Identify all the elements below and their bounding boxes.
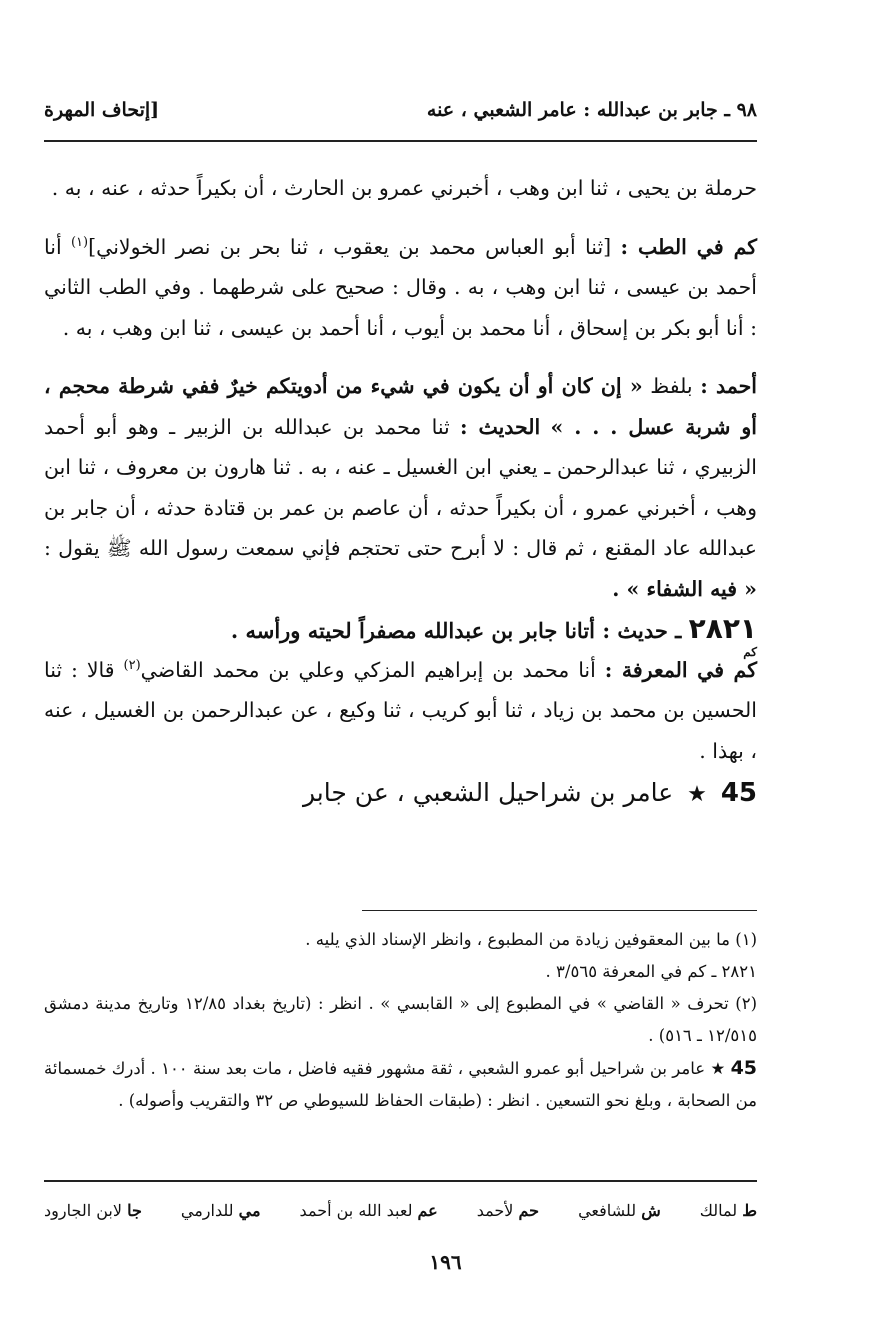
paragraph-4-text: أنا محمد بن إبراهيم المزكي وعلي بن محمد القاضي — [140, 657, 596, 682]
biography-number: 45 — [720, 778, 757, 808]
hadith-title: ـ حديث : أتانا جابر بن عبدالله مصفراً لحيته ورأسه . — [230, 618, 682, 643]
star-icon: ★ — [710, 1059, 726, 1078]
paragraph-2-lead: كم في الطب : — [620, 234, 757, 259]
biography-heading — [44, 771, 757, 817]
paragraph-3-mid: بلفظ — [650, 374, 693, 398]
page-number: ١٩٦ — [429, 1250, 462, 1274]
paragraph-3-lead: أحمد : — [700, 374, 757, 398]
footnote-3 — [44, 1052, 757, 1117]
paragraph-4-lead: كم في المعرفة : — [604, 657, 757, 682]
footnote-ref-1: (١) — [70, 234, 89, 250]
footnote-1b: ٢٨٢١ ـ كم في المعرفة ٣/٥٦٥ . — [545, 962, 757, 981]
paragraph-1-text: حرملة بن يحيى ، ثنا ابن وهب ، أخبرني عمرو بن الحارث ، أن بكيراً حدثه ، عنه ، به . — [51, 176, 757, 200]
abbreviation-name: لابن الجارود — [44, 1201, 122, 1220]
header-divider — [44, 140, 757, 142]
footnotes — [44, 924, 757, 1117]
paragraph-3-rest: ثنا محمد بن عبدالله بن الزبير ـ وهو أبو أحمد الزبيري ، ثنا عبدالرحمن ـ يعني ابن الغسيل ـ عنه ، به . ثنا هارون بن معروف ، ثنا ابن وهب ، أخبرني عمرو ، أن بكيراً حدثه ، أن عاصم بن عمر بن قتادة حدثه ، أن جابر بن عبدالله عاد المقنع ، ثم قال : لا أبرح حتى تحتجم فإني سمعت رسول الله ﷺ يقول : — [44, 414, 757, 560]
abbreviation-code: ش — [641, 1201, 661, 1220]
abbreviation-code: حم — [518, 1201, 540, 1220]
abbreviation-code: ط — [742, 1201, 757, 1220]
running-header — [44, 92, 757, 128]
hadith-number: ٢٨٢١ — [688, 612, 757, 645]
abbreviation-item — [181, 1196, 261, 1226]
star-icon: ★ — [687, 782, 707, 807]
footnote-2: (٢) تحرف « القاضي » في المطبوع إلى « القابسي » . انظر : (تاريخ بغداد ١٢/٨٥ وتاريخ مدينة دمشق ١٢/٥١٥ ـ ٥١٦) . — [44, 994, 757, 1045]
footnote-ref-2: (٢) — [123, 657, 141, 673]
abbreviation-name: لعبد الله بن أحمد — [299, 1201, 413, 1220]
abbreviation-name: لمالك — [699, 1201, 738, 1220]
paragraph-3-quote: « إن كان أو أن يكون في شيء من أدويتكم خيرٌ ففي شرطة محجم ، أو شربة عسل . . . » — [44, 374, 757, 439]
header-chapter-title: ٩٨ ـ جابر بن عبدالله : عامر الشعبي ، عنه — [426, 99, 757, 121]
header-book-title: [إتحاف المهرة — [44, 99, 160, 121]
abbreviation-code: عم — [417, 1201, 438, 1220]
main-text — [44, 168, 757, 817]
abbreviation-name: للدارمي — [180, 1201, 234, 1220]
paragraph-3-hadith-label: الحديث : — [460, 414, 541, 439]
abbreviation-item — [700, 1196, 757, 1226]
footnote-3-text: عامر بن شراحيل أبو عمرو الشعبي ، ثقة مشهور فقيه فاضل ، مات بعد سنة ١٠٠ . أدرك خمسمائة من الصحابة ، وبلغ نحو التسعين . انظر : (طبقات الحفاظ للسيوطي ص ٣٢ والتقريب وأصوله) . — [44, 1059, 757, 1110]
abbreviation-item — [578, 1196, 661, 1226]
paragraph-2-bracket: [ثنا أبو العباس محمد بن يعقوب ، ثنا بحر بن نصر الخولاني] — [88, 234, 612, 259]
abbreviation-name: لأحمد — [476, 1201, 514, 1220]
paragraph-4 — [44, 650, 757, 772]
abbreviation-name: للشافعي — [578, 1201, 637, 1220]
paragraph-3 — [44, 366, 757, 609]
hadith-source-mark: كم — [743, 644, 757, 659]
abbreviations-divider — [44, 1180, 757, 1182]
biography-title: عامر بن شراحيل الشعبي ، عن جابر — [303, 778, 674, 807]
footnote-3-number: 45 — [730, 1057, 758, 1079]
paragraph-4-rest: قالا : ثنا الحسين بن محمد بن زياد ، ثنا أبو كريب ، ثنا وكيع ، عن عبدالرحمن بن الغسيل ، عنه ، بهذا . — [44, 657, 757, 763]
abbreviation-item — [44, 1196, 142, 1226]
paragraph-3-end: « فيه الشفاء » . — [612, 576, 757, 601]
abbreviation-item — [300, 1196, 438, 1226]
footnote-1: (١) ما بين المعقوفين زيادة من المطبوع ، وانظر الإسناد الذي يليه . — [305, 930, 757, 949]
paragraph-1 — [44, 168, 757, 209]
abbreviation-item — [477, 1196, 539, 1226]
abbreviation-code: مي — [238, 1201, 261, 1220]
footnote-divider — [362, 910, 757, 911]
abbreviation-key — [44, 1196, 757, 1226]
paragraph-2-rest: أنا أحمد بن عيسى ، ثنا ابن وهب ، به . وقال : صحيح على شرطهما . وفي الطب الثاني : أنا أبو بكر بن إسحاق ، أنا محمد بن أيوب ، أنا أحمد بن عيسى ، ثنا ابن وهب ، به . — [44, 234, 757, 340]
abbreviation-code: جا — [127, 1201, 142, 1220]
paragraph-2 — [44, 227, 757, 349]
